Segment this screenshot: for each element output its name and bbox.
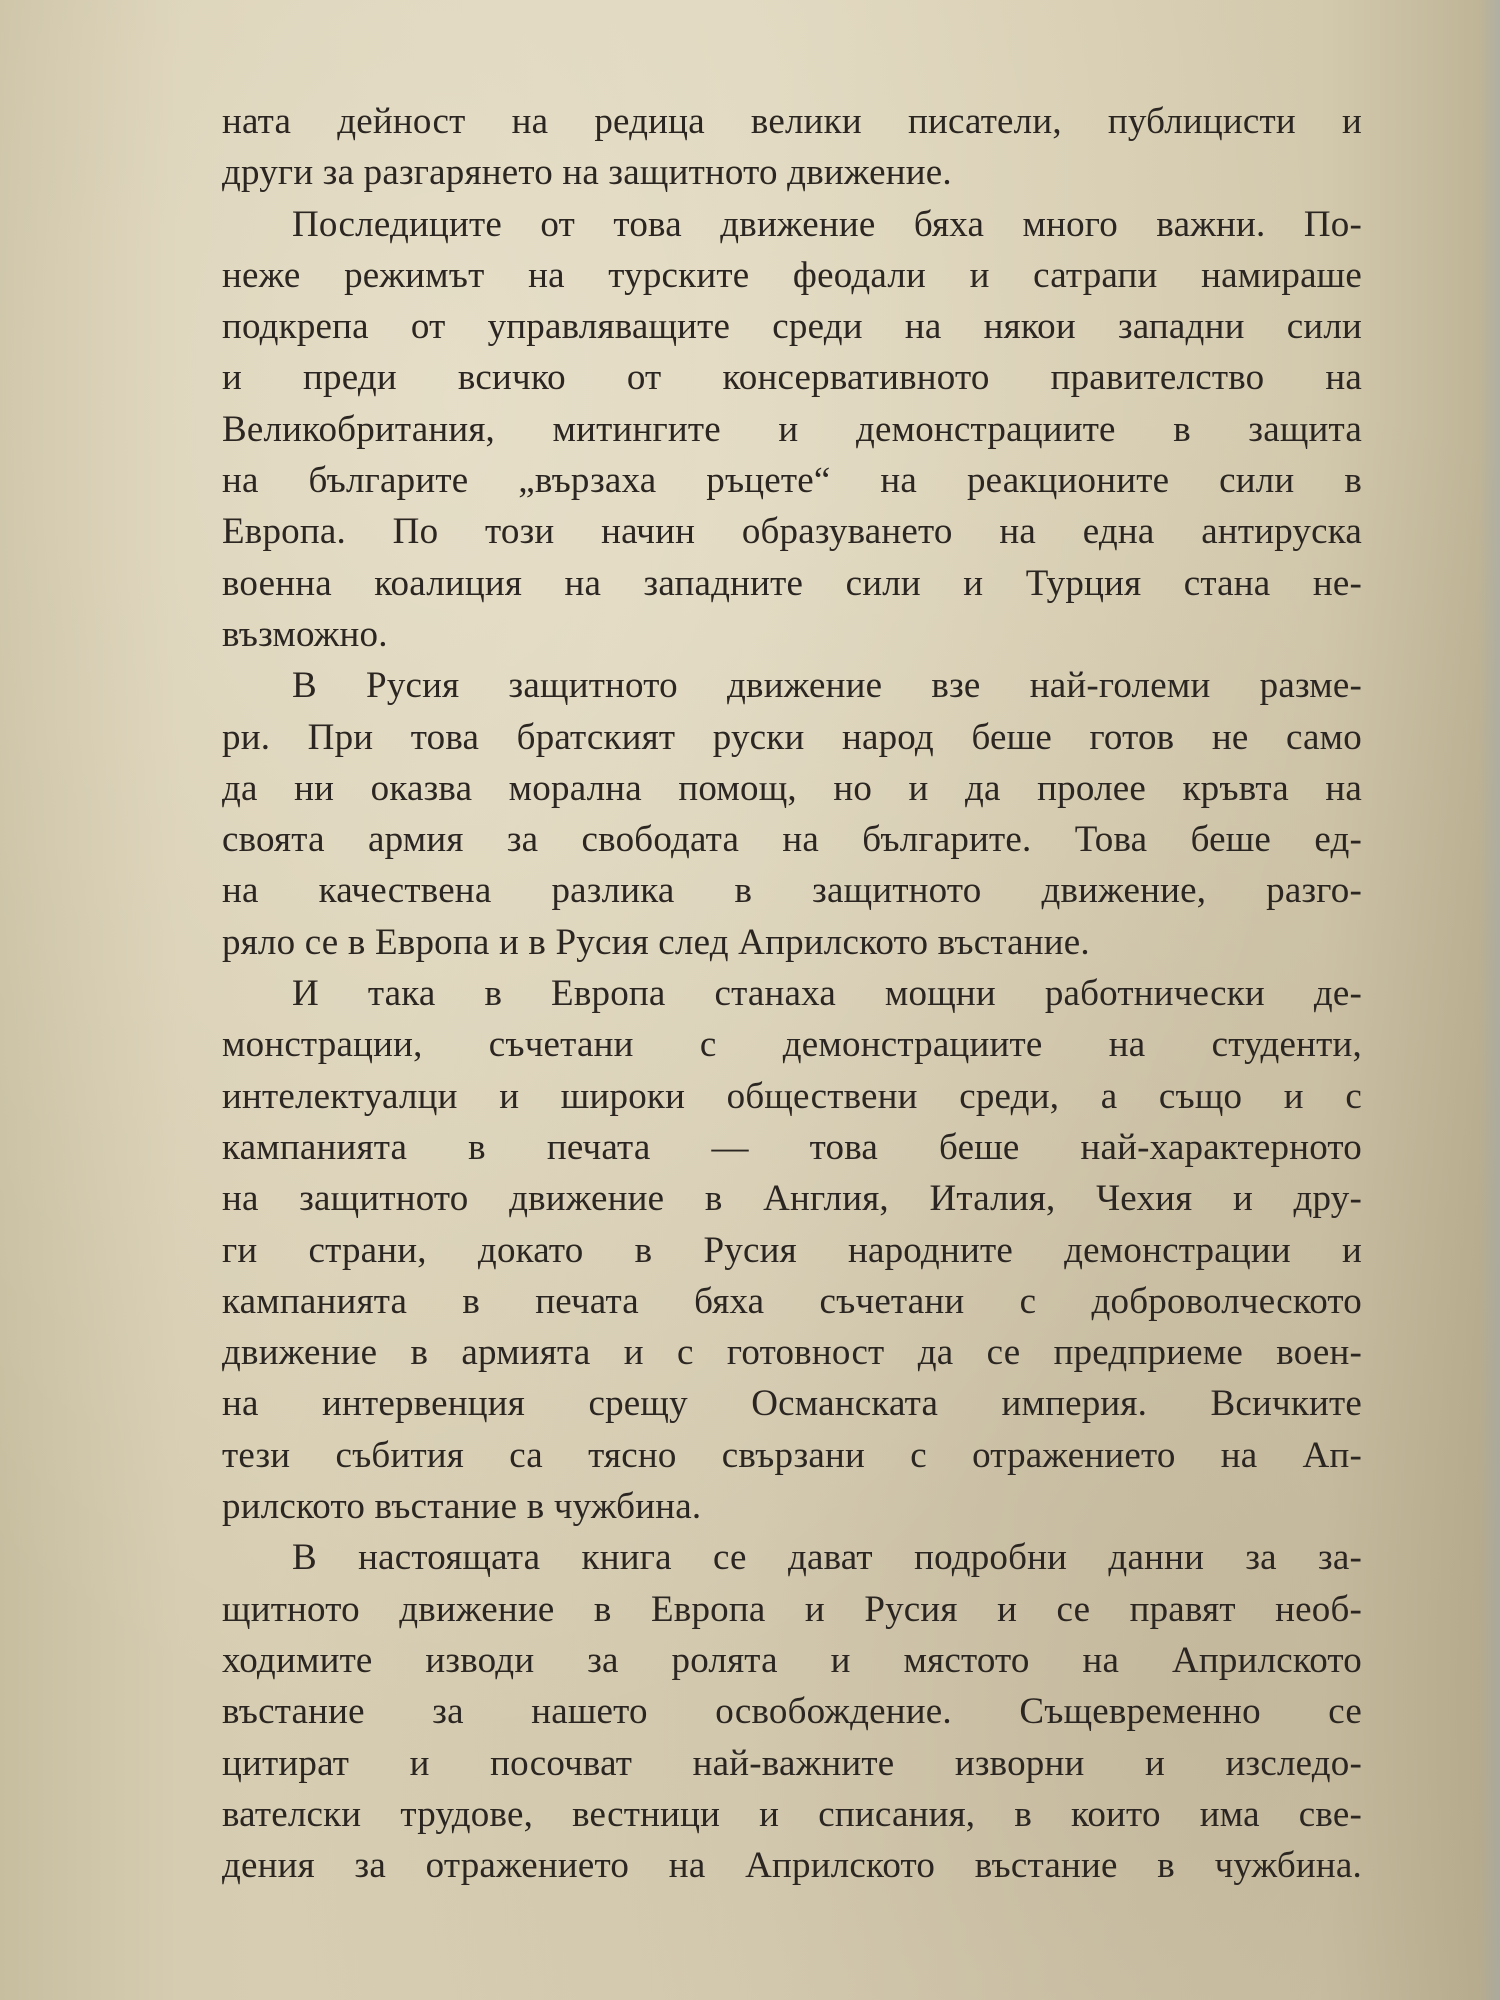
text-line: своята армия за свободата на българите. Това беше ед- [222,819,1362,861]
text-line: движение в армията и с готовност да се предприеме воен- [222,1332,1362,1374]
text-line: В настоящата книга се дават подробни данни за за- [292,1537,1362,1579]
text-line: други за разгарянето на защитното движение. [222,152,952,194]
text-line: И така в Европа станаха мощни работнически де- [292,973,1362,1015]
text-line: ри. При това братският руски народ беше готов не само [222,716,1362,758]
text-line: интелектуалци и широки обществени среди, а също и с [222,1075,1362,1117]
text-line: ходимите изводи за ролята и мястото на Априлското [222,1639,1362,1681]
text-line: на интервенция срещу Османската империя. Всичките [222,1383,1362,1425]
paragraph-1 [222,96,1362,199]
text-line: на качествена разлика в защитното движение, разго- [222,870,1362,912]
text-line: ряло се в Европа и в Русия след Априлското въстание. [222,921,1090,963]
text-line: възможно. [222,613,388,655]
paragraph-4 [222,968,1362,1532]
text-line: и преди всичко от консервативното правителство на [222,357,1362,399]
text-line: кампанията в печата — това беше най-характерното [222,1126,1362,1168]
text-line: на българите „вързаха ръцете“ на реакционите сили в [222,460,1362,502]
paragraph-3 [222,660,1362,968]
text-line: Великобритания, митингите и демонстрациите в защита [222,408,1362,450]
text-line: Европа. По този начин образуването на една антируска [222,511,1362,553]
text-line: В Русия защитното движение взе най-големи разме- [292,665,1362,707]
text-line: вателски трудове, вестници и списания, в които има све- [222,1793,1362,1835]
text-line: на защитното движение в Англия, Италия, Чехия и дру- [222,1178,1362,1220]
page-edge-shadow [1478,0,1500,2000]
text-line: рилското въстание в чужбина. [222,1486,702,1528]
paragraph-2 [222,199,1362,661]
text-line: тези събития са тясно свързани с отражението на Ап- [222,1434,1362,1476]
paragraph-5 [222,1532,1362,1891]
text-line: въстание за нашето освобождение. Същевременно се [222,1691,1362,1733]
text-line: неже режимът на турските феодали и сатрапи намираше [222,254,1362,296]
text-line: да ни оказва морална помощ, но и да пролее кръвта на [222,767,1362,809]
text-line: кампанията в печата бяха съчетани с доброволческото [222,1280,1362,1322]
text-line: дения за отражението на Априлското въстание в чужбина. [222,1845,1362,1887]
page-body-text [222,96,1362,1891]
text-line: цитират и посочват най-важните изворни и изследо- [222,1742,1362,1784]
text-line: щитното движение в Европа и Русия и се правят необ- [222,1588,1362,1630]
text-line: ги страни, докато в Русия народните демонстрации и [222,1229,1362,1271]
text-line: монстрации, съчетани с демонстрациите на студенти, [222,1024,1362,1066]
text-line: ната дейност на редица велики писатели, публицисти и [222,101,1362,142]
text-line: военна коалиция на западните сили и Турция стана не- [222,562,1362,604]
text-line: Последиците от това движение бяха много важни. По- [292,203,1362,245]
text-line: подкрепа от управляващите среди на някои западни сили [222,306,1362,348]
